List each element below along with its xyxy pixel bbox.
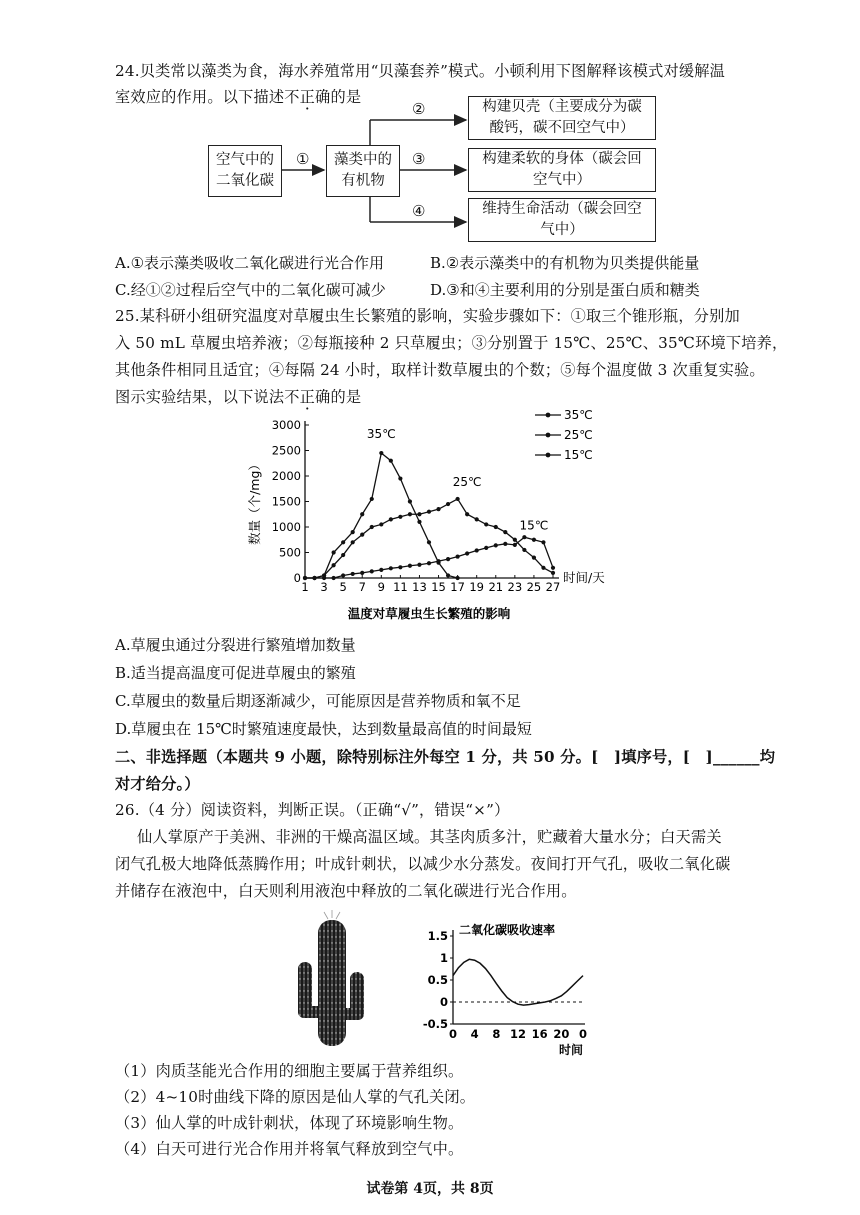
- x-tick-label: 25: [526, 580, 542, 594]
- data-point: [351, 572, 355, 576]
- x-tick-label: 1: [301, 580, 309, 594]
- q25-option-a: A.草履虫通过分裂进行繁殖增加数量: [115, 636, 356, 654]
- data-point: [332, 550, 336, 554]
- y-tick-label: 500: [279, 545, 301, 560]
- section2-title-line2: 对才给分。）: [115, 775, 200, 793]
- legend-label: 25℃: [564, 428, 593, 442]
- q26-item-2: （2）4~10时曲线下降的原因是仙人掌的气孔关闭。: [115, 1088, 476, 1106]
- q25-stem-line3: 其他条件相同且适宜；④每隔 24 小时，取样计数草履虫的个数；⑤每个温度做 3 次重复实验。: [115, 361, 765, 379]
- data-point: [332, 576, 336, 580]
- y-tick-label: 2000: [271, 469, 301, 483]
- data-point: [303, 576, 307, 580]
- data-point: [417, 520, 421, 524]
- y-tick-label: 0.5: [427, 973, 448, 987]
- data-point: [475, 517, 479, 521]
- data-point: [522, 548, 526, 552]
- data-point: [341, 573, 345, 577]
- data-point: [370, 497, 374, 501]
- q25-option-d: D.草履虫在 15℃时繁殖速度最快，达到数量最高值的时间最短: [115, 720, 532, 738]
- y-tick-label: 1000: [271, 520, 301, 534]
- chart-title: 温度对草履虫生长繁殖的影响: [347, 606, 511, 621]
- q25-stem-line4: [115, 386, 361, 407]
- y-tick-label: 0: [293, 571, 301, 585]
- q24-stem-post: 的是: [330, 88, 362, 106]
- data-point: [456, 554, 460, 558]
- y-tick-label: 3000: [271, 418, 301, 432]
- q24-option-c: C.经①②过程后空气中的二氧化碳可减少: [115, 281, 386, 299]
- data-point: [408, 564, 412, 568]
- q26-item-3: （3）仙人掌的叶成针刺状，体现了环境影响生物。: [115, 1114, 464, 1132]
- q24-option-d: D.③和④主要利用的分别是蛋白质和糖类: [430, 281, 700, 299]
- data-point: [551, 566, 555, 570]
- x-tick-label: 15: [431, 580, 446, 594]
- q26-para-line2: 闭气孔极大地降低蒸腾作用；叶成针刺状，以减少水分蒸发。夜间打开气孔，吸收二氧化碳: [115, 855, 731, 873]
- data-point: [446, 573, 450, 577]
- data-point: [389, 517, 393, 521]
- data-point: [456, 576, 460, 580]
- data-point: [541, 540, 545, 544]
- data-point: [398, 515, 402, 519]
- x-tick-label: 16: [531, 1027, 548, 1041]
- q26-item-4: （4）白天可进行光合作用并将氧气释放到空气中。: [115, 1140, 464, 1158]
- data-point: [513, 543, 517, 547]
- data-point: [341, 540, 345, 544]
- legend-marker-square: [546, 453, 551, 458]
- box-build-shell: 构建贝壳（主要成分为碳 酸钙，碳不回空气中）: [468, 96, 656, 140]
- x-tick-label: 11: [393, 580, 408, 594]
- box-air-co2: 空气中的 二氧化碳: [208, 145, 282, 197]
- x-tick-label: 17: [450, 580, 465, 594]
- q24-stem-pre: 室效应的作用。以下描述: [115, 88, 285, 106]
- box-build-body: 构建柔软的身体（碳会回 空气中）: [468, 148, 656, 192]
- y-tick-label: 1.5: [427, 929, 448, 943]
- x-tick-label: 9: [377, 580, 385, 594]
- x-tick-label: 5: [339, 580, 347, 594]
- data-point: [389, 566, 393, 570]
- data-point: [484, 522, 488, 526]
- data-point: [341, 553, 345, 557]
- q24-option-a: A.①表示藻类吸收二氧化碳进行光合作用: [115, 254, 385, 272]
- data-point: [436, 507, 440, 511]
- box-maintain-life: 维持生命活动（碳会回空 气中）: [468, 198, 656, 242]
- data-point: [398, 476, 402, 480]
- data-point: [370, 569, 374, 573]
- y-tick-label: 1: [439, 951, 448, 965]
- data-point: [408, 499, 412, 503]
- data-point: [332, 563, 336, 567]
- x-tick-label: 12: [509, 1027, 527, 1041]
- q24-stem-line1: 24.贝类常以藻类为食，海水养殖常用“贝藻套养”模式。小顿利用下图解释该模式对缓解温: [115, 62, 726, 80]
- data-point: [494, 525, 498, 529]
- legend-label: 15℃: [564, 448, 593, 462]
- legend-marker-circle: [546, 413, 551, 418]
- data-point: [398, 565, 402, 569]
- data-point: [465, 512, 469, 516]
- data-point: [522, 535, 526, 539]
- data-point: [351, 540, 355, 544]
- x-tick-label: 0: [448, 1027, 458, 1041]
- x-tick-label: 23: [507, 580, 523, 594]
- data-point: [417, 563, 421, 567]
- data-point: [312, 576, 316, 580]
- x-axis-label: 时间/天: [563, 570, 605, 585]
- q24-option-b: B.②表示藻类中的有机物为贝类提供能量: [430, 254, 700, 272]
- x-axis-label: 时间: [558, 1043, 584, 1057]
- data-point: [475, 548, 479, 552]
- y-axis-label: 数量（个/mg）: [247, 458, 262, 545]
- q25-option-c: C.草履虫的数量后期逐渐减少，可能原因是营养物质和氧不足: [115, 692, 521, 710]
- q24-diagram-arrows: [0, 0, 860, 250]
- x-tick-label: 21: [488, 580, 504, 594]
- data-point: [370, 525, 374, 529]
- y-tick-label: -0.5: [422, 1017, 448, 1031]
- data-point: [408, 512, 412, 516]
- data-point: [484, 546, 488, 550]
- paramecium-growth-chart: [235, 405, 615, 630]
- page-footer: 试卷第 4页，共 8页: [366, 1181, 494, 1197]
- q26-item-1: （1）肉质茎能光合作用的细胞主要属于营养组织。: [115, 1062, 464, 1080]
- x-tick-label: 0: [578, 1027, 588, 1041]
- data-point: [417, 512, 421, 516]
- x-tick-label: 19: [469, 580, 485, 594]
- y-tick-label: 0: [439, 995, 448, 1009]
- data-point: [532, 538, 536, 542]
- data-point: [494, 543, 498, 547]
- data-point: [427, 561, 431, 565]
- co2-absorption-chart: [415, 918, 615, 1058]
- data-point: [389, 459, 393, 463]
- x-tick-label: 27: [545, 580, 561, 594]
- series-annotation: 25℃: [452, 475, 482, 490]
- q26-para-line1: 仙人掌原产于美洲、非洲的干燥高温区域。其茎肉质多汁，贮藏着大量水分；白天需关: [137, 828, 722, 846]
- data-point: [436, 559, 440, 563]
- series-line-35℃: [305, 453, 458, 578]
- label-1: ①: [296, 150, 310, 168]
- data-point: [551, 571, 555, 575]
- data-point: [513, 538, 517, 542]
- data-point: [379, 568, 383, 572]
- chart-title: 二氧化碳吸收速率: [459, 923, 556, 937]
- q25-emphasis: 不正确: [284, 388, 331, 406]
- data-point: [446, 502, 450, 506]
- legend-label: 35℃: [564, 408, 593, 422]
- data-point: [360, 512, 364, 516]
- box-algae-organic: 藻类中的 有机物: [326, 145, 400, 197]
- co2-curve: [453, 959, 583, 1005]
- x-tick-label: 3: [320, 580, 328, 594]
- data-point: [351, 530, 355, 534]
- data-point: [503, 542, 507, 546]
- data-point: [541, 566, 545, 570]
- data-point: [532, 556, 536, 560]
- label-2: ②: [412, 100, 426, 118]
- x-tick-label: 20: [553, 1027, 570, 1041]
- x-tick-label: 7: [358, 580, 366, 594]
- q25-stem-line2: 入 50 mL 草履虫培养液；②每瓶接种 2 只草履虫；③分别置于 15℃、25℃、35℃环境下培养，: [115, 334, 788, 352]
- data-point: [503, 530, 507, 534]
- data-point: [360, 571, 364, 575]
- series-annotation: 35℃: [366, 426, 396, 441]
- q25-stem-pre: 图示实验结果，以下说法: [115, 388, 285, 406]
- label-3: ③: [412, 150, 426, 168]
- data-point: [322, 576, 326, 580]
- legend-marker-triangle: [546, 433, 551, 438]
- data-point: [446, 557, 450, 561]
- q26-para-line3: 并储存在液泡中，白天则利用液泡中释放的二氧化碳进行光合作用。: [115, 882, 577, 900]
- x-tick-label: 8: [492, 1027, 501, 1041]
- data-point: [379, 451, 383, 455]
- q26-stem: 26.（4 分）阅读资料，判断正误。（正确“√”，错误“×”）: [115, 801, 510, 819]
- x-tick-label: 13: [412, 580, 427, 594]
- label-4: ④: [412, 202, 426, 220]
- data-point: [379, 522, 383, 526]
- data-point: [456, 497, 460, 501]
- section2-title-line1: 二、非选择题（本题共 9 小题，除特别标注外每空 1 分，共 50 分。[ ]填序号，[ ]______均: [115, 748, 776, 766]
- x-tick-label: 4: [470, 1027, 479, 1041]
- data-point: [427, 540, 431, 544]
- data-point: [427, 510, 431, 514]
- q25-option-b: B.适当提高温度可促进草履虫的繁殖: [115, 664, 356, 682]
- series-annotation: 15℃: [519, 518, 549, 533]
- q25-stem-post: 的是: [330, 388, 362, 406]
- q24-emphasis: 不正确: [284, 88, 331, 106]
- q25-stem-line1: 25.某科研小组研究温度对草履虫生长繁殖的影响，实验步骤如下：①取三个锥形瓶，分别加: [115, 307, 740, 325]
- y-tick-label: 1500: [271, 494, 301, 509]
- data-point: [465, 551, 469, 555]
- cactus-image: [290, 910, 380, 1050]
- data-point: [360, 533, 364, 537]
- y-tick-label: 2500: [271, 443, 301, 458]
